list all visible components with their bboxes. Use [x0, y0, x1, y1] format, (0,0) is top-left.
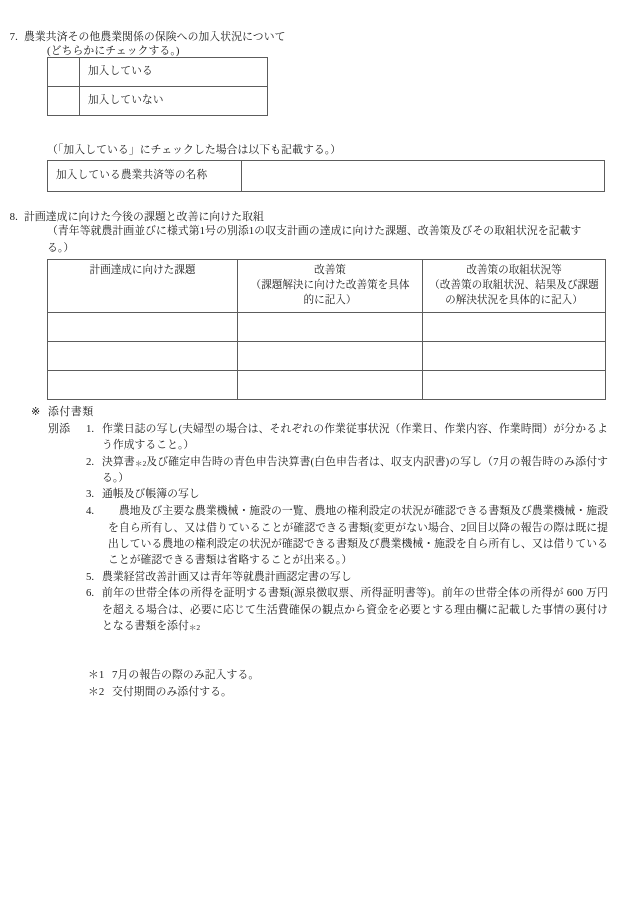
- attachments-heading-row: [0, 404, 630, 421]
- option-label-not-enrolled: 加入していない: [80, 87, 268, 116]
- cell-improvement[interactable]: [238, 371, 423, 400]
- attachments-list: [86, 421, 630, 635]
- insurance-name-label: 加入している農業共済等の名称: [48, 161, 242, 192]
- footnotes-block: [0, 667, 630, 702]
- list-item-number: 1.: [86, 422, 95, 435]
- list-item-number: 6.: [86, 587, 95, 600]
- section-7-sub-instruction: （「加入している」にチェックした場合は以下も記載する。）: [47, 144, 342, 156]
- list-item-number: 4.: [86, 505, 95, 518]
- table-header-row: [48, 260, 606, 313]
- table-row: [48, 87, 268, 116]
- footnote-key: ＊2: [88, 686, 105, 699]
- footnote-line: [0, 667, 630, 684]
- table-row: [48, 342, 606, 371]
- insurance-enrollment-check-table: [47, 57, 268, 116]
- column-header-issue: 計画達成に向けた課題: [48, 260, 238, 313]
- section-8-note: [47, 223, 610, 256]
- list-item: [86, 454, 608, 487]
- section-8-note-line-2: る。）: [47, 241, 75, 254]
- checkbox-cell-not-enrolled[interactable]: [48, 87, 80, 116]
- cell-issue[interactable]: [48, 371, 238, 400]
- list-item-text: 農業経営改善計画又は青年等就農計画認定書の写し: [102, 570, 352, 583]
- section-8-title-text: 計画達成に向けた今後の課題と改善に向けた取組: [24, 211, 264, 223]
- section-8-number: 8.: [9, 211, 18, 223]
- cell-improvement[interactable]: [238, 342, 423, 371]
- attachments-heading-label: 添付書類: [48, 406, 94, 418]
- improvement-plan-table: [47, 259, 606, 400]
- cell-issue[interactable]: [48, 342, 238, 371]
- attachments-section: [0, 404, 630, 635]
- footnote-text: 交付期間のみ添付する。: [112, 686, 232, 699]
- list-item-number: 5.: [86, 570, 95, 583]
- checkbox-cell-enrolled[interactable]: [48, 58, 80, 87]
- table-row: [48, 58, 268, 87]
- list-item: [86, 421, 608, 454]
- list-item-text: 作業日誌の写し(夫婦型の場合は、それぞれの作業従事状況（作業日、作業内容、作業時間）が分かるよう作成すること。）: [102, 422, 608, 452]
- footnote-line: [0, 684, 630, 701]
- footnote-marker: ＊2: [134, 458, 147, 468]
- cell-status[interactable]: [423, 313, 606, 342]
- reference-mark-icon: ※: [30, 406, 40, 418]
- list-item-number: 2.: [86, 455, 95, 468]
- table-row: [48, 313, 606, 342]
- cell-issue[interactable]: [48, 313, 238, 342]
- section-8-note-line-1: （青年等就農計画並びに様式第1号の別添1の収支計画の達成に向けた課題、改善策及びその取組状況を記載す: [47, 225, 582, 237]
- list-item-text-before: 前年の世帯全体の所得を証明する書類(源泉徴収票、所得証明書等)。前年の世帯全体の所得が 600 万円を超える場合は、必要に応じて生活費確保の観点から資金を必要とする理由欄に記載した事情の裏付けとなる書類を添付: [102, 587, 608, 633]
- footnote-marker: ＊2: [188, 623, 201, 633]
- list-item: [86, 585, 608, 634]
- cell-improvement[interactable]: [238, 313, 423, 342]
- cell-status[interactable]: [423, 371, 606, 400]
- column-header-status: 改善策の取組状況等 （改善策の取組状況、結果及び課題 の解決状況を具体的に記入）: [423, 260, 606, 313]
- list-item-text-before: 決算書: [102, 455, 135, 468]
- column-header-improvement: 改善策 （課題解決に向けた改善策を具体 的に記入）: [238, 260, 423, 313]
- section-7-title-text: 農業共済その他農業関係の保険への加入状況について: [24, 31, 286, 43]
- insurance-name-input-cell[interactable]: [242, 161, 605, 192]
- list-item-text: [102, 585, 608, 634]
- section-7-number: 7.: [9, 31, 18, 43]
- list-item-text-after: 及び確定申告時の青色申告決算書(白色申告者は、収支内訳書)の写し（7月の報告時のみ添付する。）: [102, 455, 608, 484]
- cell-status[interactable]: [423, 342, 606, 371]
- attachments-list-row: [0, 421, 630, 635]
- option-label-enrolled: 加入している: [80, 58, 268, 87]
- table-row: [48, 161, 605, 192]
- list-item: [86, 486, 608, 503]
- footnote-text: 7月の報告の際のみ記入する。: [112, 669, 260, 681]
- footnote-key: ＊1: [88, 669, 105, 681]
- list-item-text: 農地及び主要な農業機械・施設の一覧、農地の権利設定の状況が確認できる書類及び農業機械・施設を自ら所有し、又は借りていることが確認できる書類(変更がない場合、2回目以降の報告の際は既に提出している農地の権利設定の状況が確認できる書類及び農業機械・施設を自ら所有し、又は借りていることが確認できる書類は省略することが出来る。）: [108, 505, 608, 567]
- list-item-number: 3.: [86, 488, 95, 501]
- list-item: [86, 569, 608, 586]
- section-7-instruction: (どちらかにチェックする。): [47, 45, 180, 57]
- attachments-betten-label: 別添: [48, 422, 71, 435]
- list-item-text: [102, 454, 608, 487]
- list-item-text: 通帳及び帳簿の写し: [102, 488, 200, 501]
- insurance-name-table: [47, 160, 605, 192]
- list-item: [86, 503, 608, 569]
- table-row: [48, 371, 606, 400]
